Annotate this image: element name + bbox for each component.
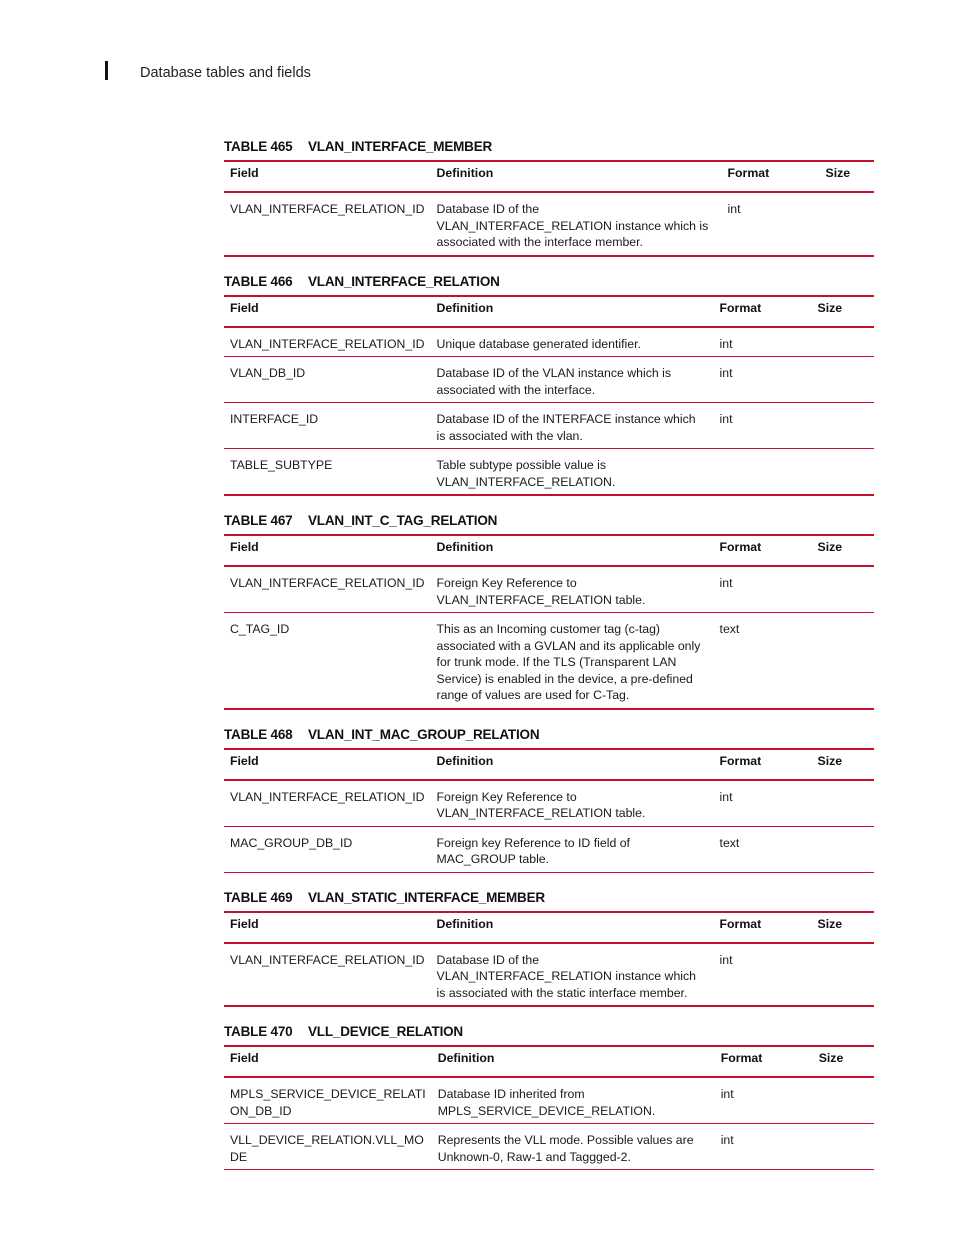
column-header-definition: Definition: [436, 916, 494, 931]
change-bar: [105, 61, 108, 80]
cell-size: [813, 1077, 874, 1124]
table-row: [224, 192, 874, 256]
column-header-field: Field: [230, 166, 259, 180]
table-block-vlan-interface-relation: [224, 273, 874, 497]
cell-field: MPLS_SERVICE_DEVICE_RELATI ON_DB_ID: [230, 1087, 426, 1118]
table-name: VLAN_INTERFACE_MEMBER: [308, 139, 493, 154]
column-header-format: Format: [719, 540, 762, 554]
column-header-field: Field: [230, 753, 259, 768]
cell-definition: Database ID of the VLAN_INTERFACE_RELATION instance which is associated with the interface member.: [436, 202, 709, 249]
cell-size: [812, 566, 874, 613]
table-vll-device-relation: [224, 1045, 874, 1170]
cell-field: VLAN_DB_ID: [230, 366, 306, 380]
column-header-definition: Definition: [436, 540, 494, 554]
table-row: [224, 613, 874, 709]
cell-field: VLAN_INTERFACE_RELATION_ID: [230, 576, 425, 590]
column-header-definition: Definition: [436, 166, 494, 180]
cell-format: int: [727, 202, 741, 216]
table-caption: [224, 726, 874, 748]
cell-definition: Represents the VLL mode. Possible values are Unknown-0, Raw-1 and Taggged-2.: [437, 1133, 694, 1164]
table-caption: [224, 273, 874, 295]
column-header-format: Format: [720, 1051, 763, 1065]
column-header-field: Field: [230, 1051, 259, 1065]
cell-definition: Database ID inherited from MPLS_SERVICE_DEVICE_RELATION.: [437, 1087, 656, 1118]
cell-size: [812, 357, 874, 403]
table-block-vlan-int-c-tag-relation: [224, 512, 874, 710]
column-header-field: Field: [230, 300, 259, 315]
column-header-size: Size: [817, 916, 843, 931]
cell-format: [714, 449, 812, 496]
table-row: [224, 826, 874, 872]
cell-field: MAC_GROUP_DB_ID: [230, 835, 353, 850]
table-vlan-int-mac-group-relation: [224, 748, 874, 873]
cell-format: int: [719, 789, 733, 804]
column-header-size: Size: [817, 540, 843, 554]
table-caption: [224, 889, 874, 911]
table-name: VLL_DEVICE_RELATION: [308, 1024, 463, 1039]
cell-size: [812, 403, 874, 449]
cell-field: VLAN_INTERFACE_RELATION_ID: [230, 952, 425, 967]
table-header-row: [224, 296, 874, 327]
cell-definition: Database ID of the VLAN_INTERFACE_RELATION instance which is associated with the static interface member.: [436, 952, 696, 1000]
table-row: [224, 1124, 874, 1170]
table-row: [224, 403, 874, 449]
table-number: TABLE 470: [224, 1024, 293, 1039]
column-header-format: Format: [727, 166, 770, 180]
table-block-vlan-static-interface-member: [224, 889, 874, 1008]
cell-size: [820, 192, 874, 256]
cell-field: TABLE_SUBTYPE: [230, 458, 333, 472]
cell-format: int: [719, 412, 733, 426]
cell-format: text: [719, 622, 740, 636]
cell-size: [812, 780, 874, 827]
table-vlan-static-interface-member: [224, 911, 874, 1008]
cell-definition: Foreign key Reference to ID field of MAC_GROUP table.: [436, 835, 630, 866]
table-name: VLAN_INTERFACE_RELATION: [308, 273, 500, 289]
cell-field: VLAN_INTERFACE_RELATION_ID: [230, 789, 425, 804]
table-block-vlan-interface-member: [224, 138, 874, 257]
cell-definition: Unique database generated identifier.: [436, 336, 641, 351]
cell-size: [812, 826, 874, 872]
table-name: VLAN_INT_C_TAG_RELATION: [308, 513, 498, 528]
table-vlan-interface-relation: [224, 295, 874, 497]
running-header: Database tables and fields: [140, 65, 311, 81]
cell-definition: Database ID of the INTERFACE instance which is associated with the vlan.: [436, 412, 696, 443]
table-number: TABLE 466: [224, 273, 293, 289]
table-header-row: [224, 1046, 874, 1077]
table-vlan-interface-member: [224, 160, 874, 257]
table-vlan-int-c-tag-relation: [224, 534, 874, 710]
table-caption: [224, 512, 874, 534]
table-header-row: [224, 749, 874, 780]
cell-definition: Foreign Key Reference to VLAN_INTERFACE_RELATION table.: [436, 789, 646, 820]
cell-size: [812, 327, 874, 357]
column-header-format: Format: [719, 916, 762, 931]
table-row: [224, 780, 874, 827]
column-header-size: Size: [825, 166, 851, 180]
cell-field: VLL_DEVICE_RELATION.VLL_MO DE: [230, 1133, 424, 1164]
cell-definition: Database ID of the VLAN instance which is associated with the interface.: [436, 366, 671, 397]
column-header-definition: Definition: [437, 1051, 495, 1065]
table-header-row: [224, 912, 874, 943]
cell-format: text: [719, 835, 740, 850]
table-name: VLAN_STATIC_INTERFACE_MEMBER: [308, 889, 545, 905]
column-header-format: Format: [719, 753, 762, 768]
cell-format: int: [719, 952, 733, 967]
cell-field: INTERFACE_ID: [230, 412, 319, 426]
cell-field: VLAN_INTERFACE_RELATION_ID: [230, 336, 425, 351]
table-row: [224, 943, 874, 1007]
cell-field: C_TAG_ID: [230, 622, 290, 636]
cell-size: [813, 1124, 874, 1170]
table-block-vll-device-relation: [224, 1023, 874, 1170]
cell-format: int: [720, 1087, 734, 1101]
tables-container: [224, 138, 874, 1186]
table-number: TABLE 465: [224, 139, 293, 154]
table-header-row: [224, 535, 874, 566]
column-header-format: Format: [719, 300, 762, 315]
column-header-size: Size: [817, 300, 843, 315]
column-header-field: Field: [230, 916, 259, 931]
table-block-vlan-int-mac-group-relation: [224, 726, 874, 873]
column-header-size: Size: [818, 1051, 844, 1065]
cell-size: [812, 943, 874, 1007]
table-row: [224, 327, 874, 357]
column-header-field: Field: [230, 540, 259, 554]
column-header-definition: Definition: [436, 753, 494, 768]
table-number: TABLE 469: [224, 889, 293, 905]
column-header-size: Size: [817, 753, 843, 768]
cell-format: int: [720, 1133, 734, 1147]
cell-size: [812, 613, 874, 709]
cell-format: int: [719, 336, 733, 351]
cell-format: int: [719, 366, 733, 380]
cell-format: int: [719, 576, 733, 590]
cell-definition: Foreign Key Reference to VLAN_INTERFACE_RELATION table.: [436, 576, 646, 607]
table-row: [224, 1077, 874, 1124]
cell-field: VLAN_INTERFACE_RELATION_ID: [230, 202, 425, 216]
table-number: TABLE 467: [224, 513, 293, 528]
column-header-definition: Definition: [436, 300, 494, 315]
cell-definition: Table subtype possible value is VLAN_INTERFACE_RELATION.: [436, 458, 616, 489]
table-number: TABLE 468: [224, 726, 293, 742]
table-caption: [224, 1023, 874, 1045]
table-name: VLAN_INT_MAC_GROUP_RELATION: [308, 726, 540, 742]
cell-definition: This as an Incoming customer tag (c-tag) associated with a GVLAN and its applicable only for trunk mode. If the TLS (Transparent LAN Service) is enabled in the device, a pre-defined range of values are used for C-Tag.: [436, 622, 701, 702]
cell-size: [812, 449, 874, 496]
table-header-row: [224, 161, 874, 192]
table-row: [224, 357, 874, 403]
table-row: [224, 566, 874, 613]
table-caption: [224, 138, 874, 160]
table-row: [224, 449, 874, 496]
